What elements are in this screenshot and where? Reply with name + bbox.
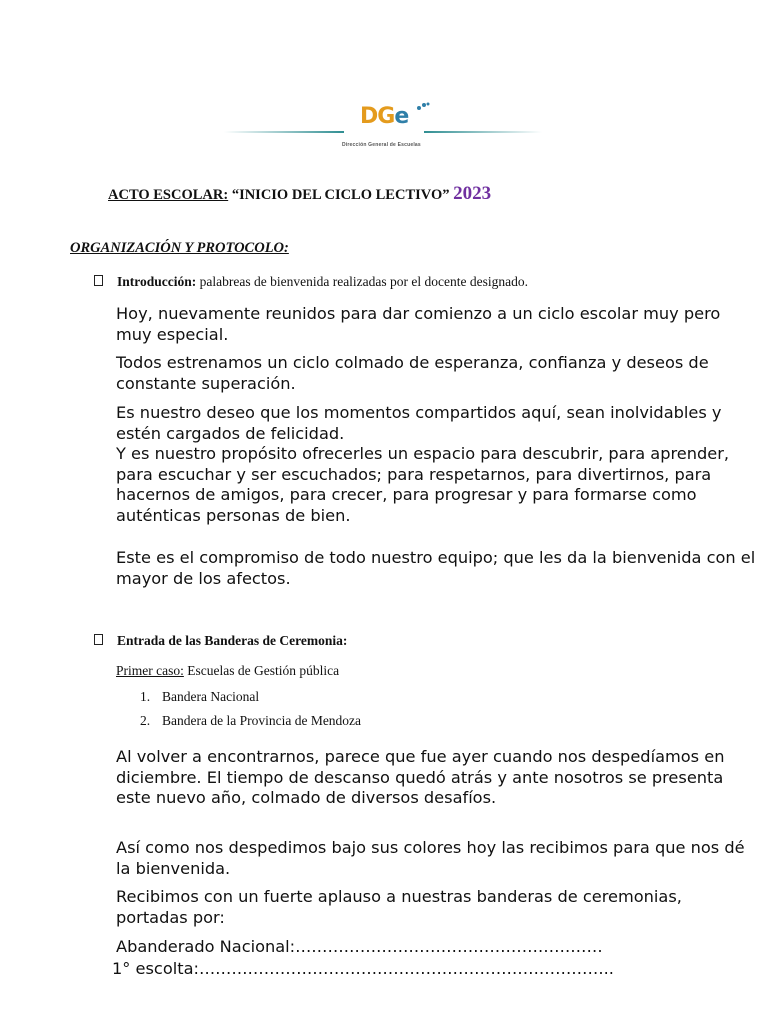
bullet-box-icon <box>94 634 103 645</box>
intro-paragraph-3: Es nuestro deseo que los momentos compartidos aquí, sean inolvidables y estén cargados de felicidad. <box>116 403 722 443</box>
logo-wordmark: DGe <box>360 104 409 129</box>
list-item-number: 1. <box>140 689 151 704</box>
case-text: Escuelas de Gestión pública <box>183 663 340 678</box>
intro-paragraph-1: Hoy, nuevamente reunidos para dar comienzo a un ciclo escolar muy pero muy especial. <box>116 304 721 344</box>
intro-paragraph-2: Todos estrenamos un ciclo colmado de esperanza, confianza y deseos de constante superación. <box>116 353 709 393</box>
intro-paragraph-5: Este es el compromiso de todo nuestro equipo; que les da la bienvenida con el mayor de los afectos. <box>116 548 756 588</box>
logo-line-right <box>424 131 542 133</box>
flags-paragraph-1: Al volver a encontrarnos, parece que fue ayer cuando nos despedíamos en diciembre. El tiempo de descanso quedó atrás y ante nosotros se presenta este nuevo año, colmado de diversos desafíos. <box>116 747 725 808</box>
bearer-first-escort: 1° escolta:………………………………………………………………….. <box>112 959 614 978</box>
case-line <box>116 663 339 679</box>
flags-heading: Entrada de las Banderas de Ceremonia: <box>117 633 348 648</box>
bearer-national: Abanderado Nacional:………………………………………………… <box>116 937 603 956</box>
section-heading: ORGANIZACIÓN Y PROTOCOLO: <box>70 240 289 256</box>
flags-paragraph-3: Recibimos con un fuerte aplauso a nuestras banderas de ceremonias, portadas por: <box>116 887 682 927</box>
flags-paragraph-2: Así como nos despedimos bajo sus colores hoy las recibimos para que nos dé la bienvenida. <box>116 838 745 878</box>
logo-dots-icon <box>416 102 430 112</box>
bullet-box-icon <box>94 275 103 286</box>
title-year: 2023 <box>453 183 492 204</box>
title-name: “INICIO DEL CICLO LECTIVO” <box>228 187 454 203</box>
flags-bullet <box>94 633 347 649</box>
intro-label: Introducción: <box>117 274 197 289</box>
title-prefix: ACTO ESCOLAR: <box>108 187 229 203</box>
list-item <box>140 713 361 729</box>
list-item-number: 2. <box>140 713 151 728</box>
intro-paragraph-4: Y es nuestro propósito ofrecerles un espacio para descubrir, para aprender, para escuchar y ser escuchados; para respetarnos, para divertirnos, para hacernos de amigos, para crecer, para progresar y para formarse como auténticas personas de bien. <box>116 444 730 525</box>
logo-subtitle: Dirección General de Escuelas <box>342 142 421 148</box>
list-item-label: Bandera Nacional <box>162 689 260 704</box>
list-item-label: Bandera de la Provincia de Mendoza <box>162 713 362 728</box>
case-label: Primer caso: <box>116 663 184 678</box>
intro-bullet <box>94 274 528 290</box>
list-item <box>140 689 259 705</box>
intro-text: palabreas de bienvenida realizadas por el docente designado. <box>196 274 528 289</box>
dge-logo <box>224 100 544 156</box>
logo-line-left <box>224 131 344 133</box>
document-title <box>108 183 491 205</box>
